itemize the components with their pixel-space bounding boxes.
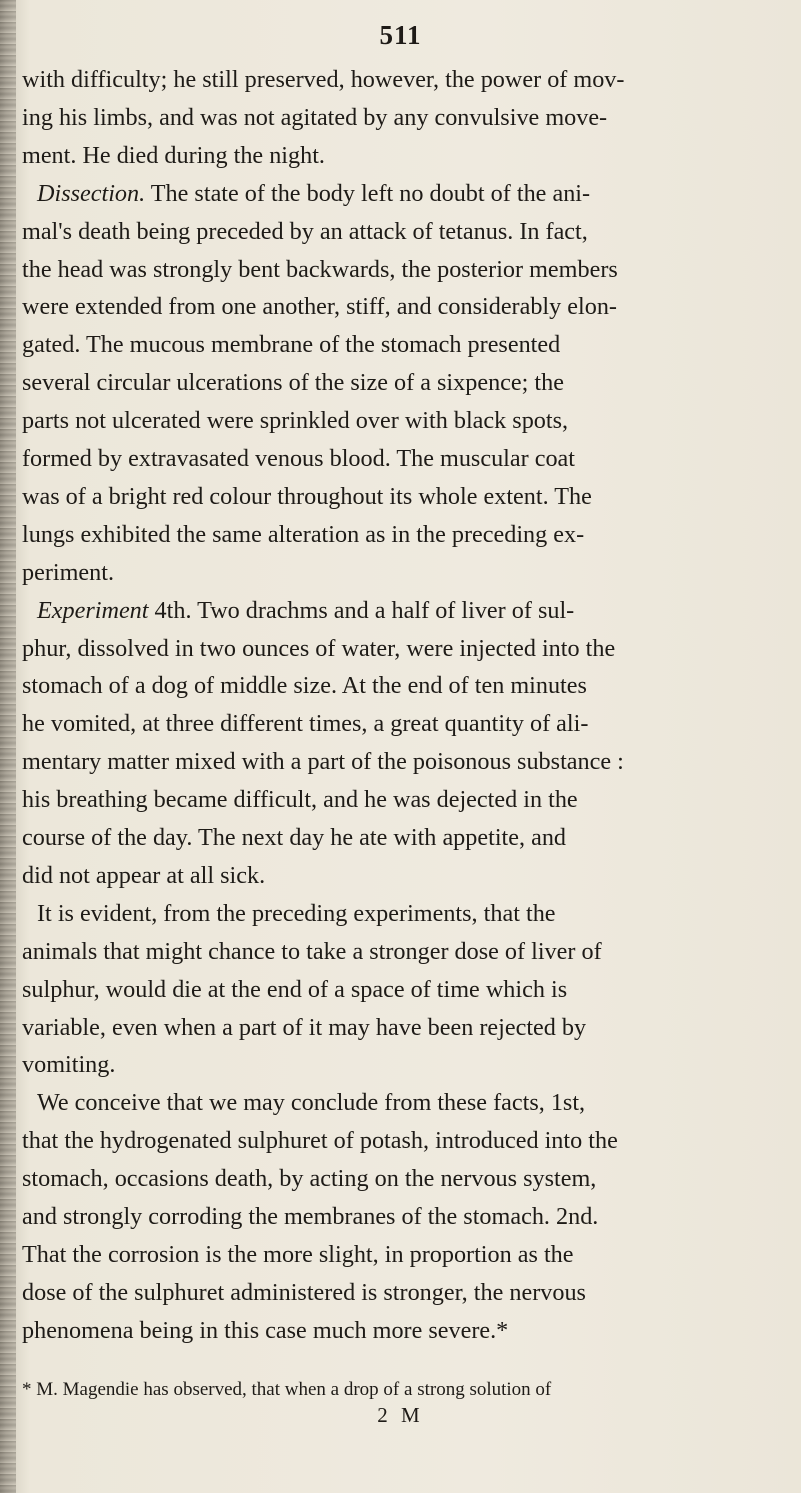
text-line: stomach, occasions death, by acting on the nervous system, [22,1165,597,1193]
text-line: vomiting. [22,1051,116,1079]
text-line [37,175,780,213]
text-line: mal's death being preceded by an attack of tetanus. In fact, [22,217,588,245]
footnote: * M. Magendie has observed, that when a drop of a strong solution of [22,1379,552,1400]
line-rest: 4th. Two drachms and a half of liver of sul- [148,596,575,624]
text-line: phur, dissolved in two ounces of water, were injected into the [22,634,616,662]
text-line: variable, even when a part of it may have been rejected by [22,1013,587,1041]
text-line: That the corrosion is the more slight, in proportion as the [22,1240,574,1268]
text-line: his breathing became difficult, and he was dejected in the [22,786,578,814]
text-line [37,592,780,630]
text-line: did not appear at all sick. [22,861,266,889]
text-line: It is evident, from the preceding experiments, that the [37,899,556,927]
text-line: dose of the sulphuret administered is stronger, the nervous [22,1278,586,1306]
line-rest: The state of the body left no doubt of the ani- [145,179,591,207]
text-line: were extended from one another, stiff, and considerably elon- [22,293,617,321]
italic-lead: Dissection. [37,179,146,207]
text-line: sulphur, would die at the end of a space of time which is [22,975,568,1003]
text-line: parts not ulcerated were sprinkled over with black spots, [22,407,569,435]
text-line: was of a bright red colour throughout its whole extent. The [22,482,592,510]
text-line: gated. The mucous membrane of the stomach presented [22,331,561,359]
text-line: lungs exhibited the same alteration as in the preceding ex- [22,520,585,548]
italic-lead: Experiment [37,596,149,624]
binding-edge [0,0,16,1493]
text-line: mentary matter mixed with a part of the poisonous substance : [22,748,624,776]
text-line: course of the day. The next day he ate with appetite, and [22,824,567,851]
text-line: with difficulty; he still preserved, however, the power of mov- [22,66,625,93]
text-line: periment. [22,558,115,586]
text-line: that the hydrogenated sulphuret of potash, introduced into the [22,1127,618,1155]
text-line: formed by extravasated venous blood. The muscular coat [22,445,576,472]
text-line: phenomena being in this case much more severe.* [22,1316,509,1344]
text-line: several circular ulcerations of the size of a sixpence; the [22,369,564,397]
text-line: animals that might chance to take a stronger dose of liver of [22,937,602,965]
text-line: the head was strongly bent backwards, the posterior members [22,255,618,283]
page-number: 511 [379,20,422,50]
text-line: ing his limbs, and was not agitated by any convulsive move- [22,103,608,131]
text-line: We conceive that we may conclude from these facts, 1st, [37,1089,586,1117]
text-line: stomach of a dog of middle size. At the end of ten minutes [22,672,587,700]
text-line: he vomited, at three different times, a great quantity of ali- [22,710,589,738]
text-line: and strongly corroding the membranes of the stomach. 2nd. [22,1203,599,1230]
signature-mark: 2 M [377,1403,424,1427]
text-line: ment. He died during the night. [22,141,325,169]
